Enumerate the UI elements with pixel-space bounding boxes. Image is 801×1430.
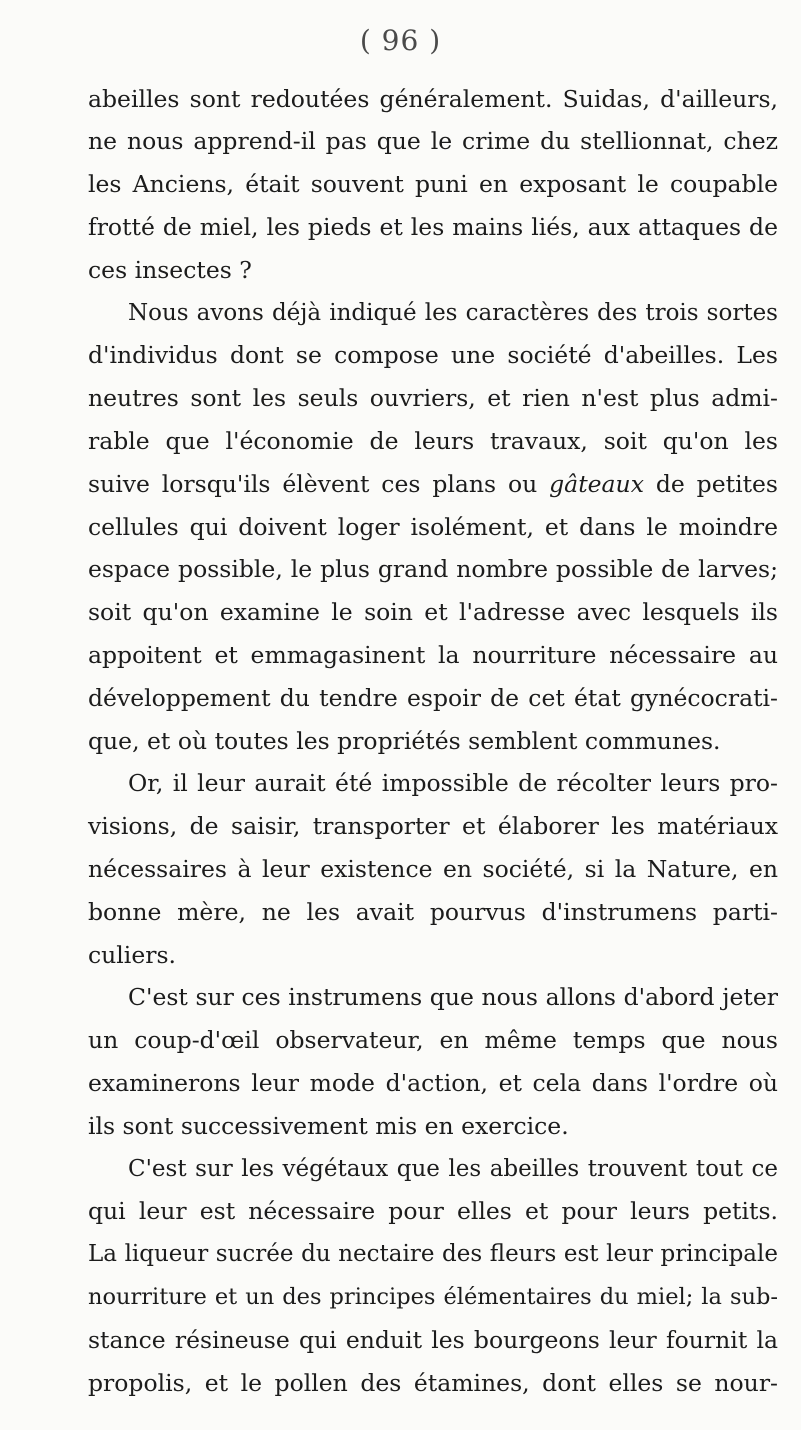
text-line: abeilles sont redoutées généralement. Suidas, d'ailleurs, <box>88 85 778 113</box>
text-line: cellules qui doivent loger isolément, et dans le moindre <box>88 513 778 541</box>
text-line: ces insectes ? <box>88 256 252 284</box>
text-line: La liqueur sucrée du nectaire des fleurs est leur principale <box>88 1241 778 1267</box>
text-line: nécessaires à leur existence en société, si la Nature, en <box>88 855 778 883</box>
text-line: ne nous apprend-il pas que le crime du stellionnat, chez <box>88 127 778 155</box>
paragraph-start-line: C'est sur les végétaux que les abeilles trouvent tout ce <box>128 1156 778 1182</box>
text-line: soit qu'on examine le soin et l'adresse avec lesquels ils <box>88 598 778 626</box>
text-segment: de petites <box>655 470 778 498</box>
text-line: neutres sont les seuls ouvriers, et rien n'est plus admi- <box>88 384 778 412</box>
paragraph-start-line: Nous avons déjà indiqué les caractères des trois sortes <box>128 300 778 326</box>
text-line: stance résineuse qui enduit les bourgeons leur fournit la <box>88 1326 778 1354</box>
text-line: qui leur est nécessaire pour elles et pour leurs petits. <box>88 1197 778 1225</box>
page-number: ( 96 ) <box>359 24 442 57</box>
text-line: bonne mère, ne les avait pourvus d'instrumens parti- <box>88 898 778 926</box>
text-line: appoitent et emmagasinent la nourriture nécessaire au <box>88 641 778 669</box>
text-line: espace possible, le plus grand nombre possible de larves; <box>88 555 778 583</box>
text-line: un coup-d'œil observateur, en même temps que nous <box>88 1026 778 1054</box>
text-line: les Anciens, était souvent puni en exposant le coupable <box>88 170 778 198</box>
paragraph-start-line: C'est sur ces instrumens que nous allons d'abord jeter <box>128 983 778 1011</box>
text-line: frotté de miel, les pieds et les mains liés, aux attaques de <box>88 213 778 241</box>
text-line: visions, de saisir, transporter et élaborer les matériaux <box>88 812 778 840</box>
text-line: que, et où toutes les propriétés semblent communes. <box>88 727 721 755</box>
text-line: propolis, et le pollen des étamines, dont elles se nour- <box>88 1369 778 1397</box>
text-line: nourriture et un des principes élémentaires du miel; la sub- <box>88 1284 778 1310</box>
text-segment: suive lorsqu'ils élèvent ces plans ou <box>88 470 538 498</box>
text-line: rable que l'économie de leurs travaux, soit qu'on les <box>88 427 778 455</box>
text-line: développement du tendre espoir de cet état gynécocrati- <box>88 684 778 712</box>
paragraph-start-line: Or, il leur aurait été impossible de récolter leurs pro- <box>128 769 778 797</box>
text-line: culiers. <box>88 941 176 969</box>
text-line <box>88 469 778 499</box>
text-line: examinerons leur mode d'action, et cela dans l'ordre où <box>88 1069 778 1097</box>
italic-term: gâteaux <box>549 470 644 498</box>
text-line: ils sont successivement mis en exercice. <box>88 1112 569 1140</box>
text-line: d'individus dont se compose une société d'abeilles. Les <box>88 341 778 369</box>
